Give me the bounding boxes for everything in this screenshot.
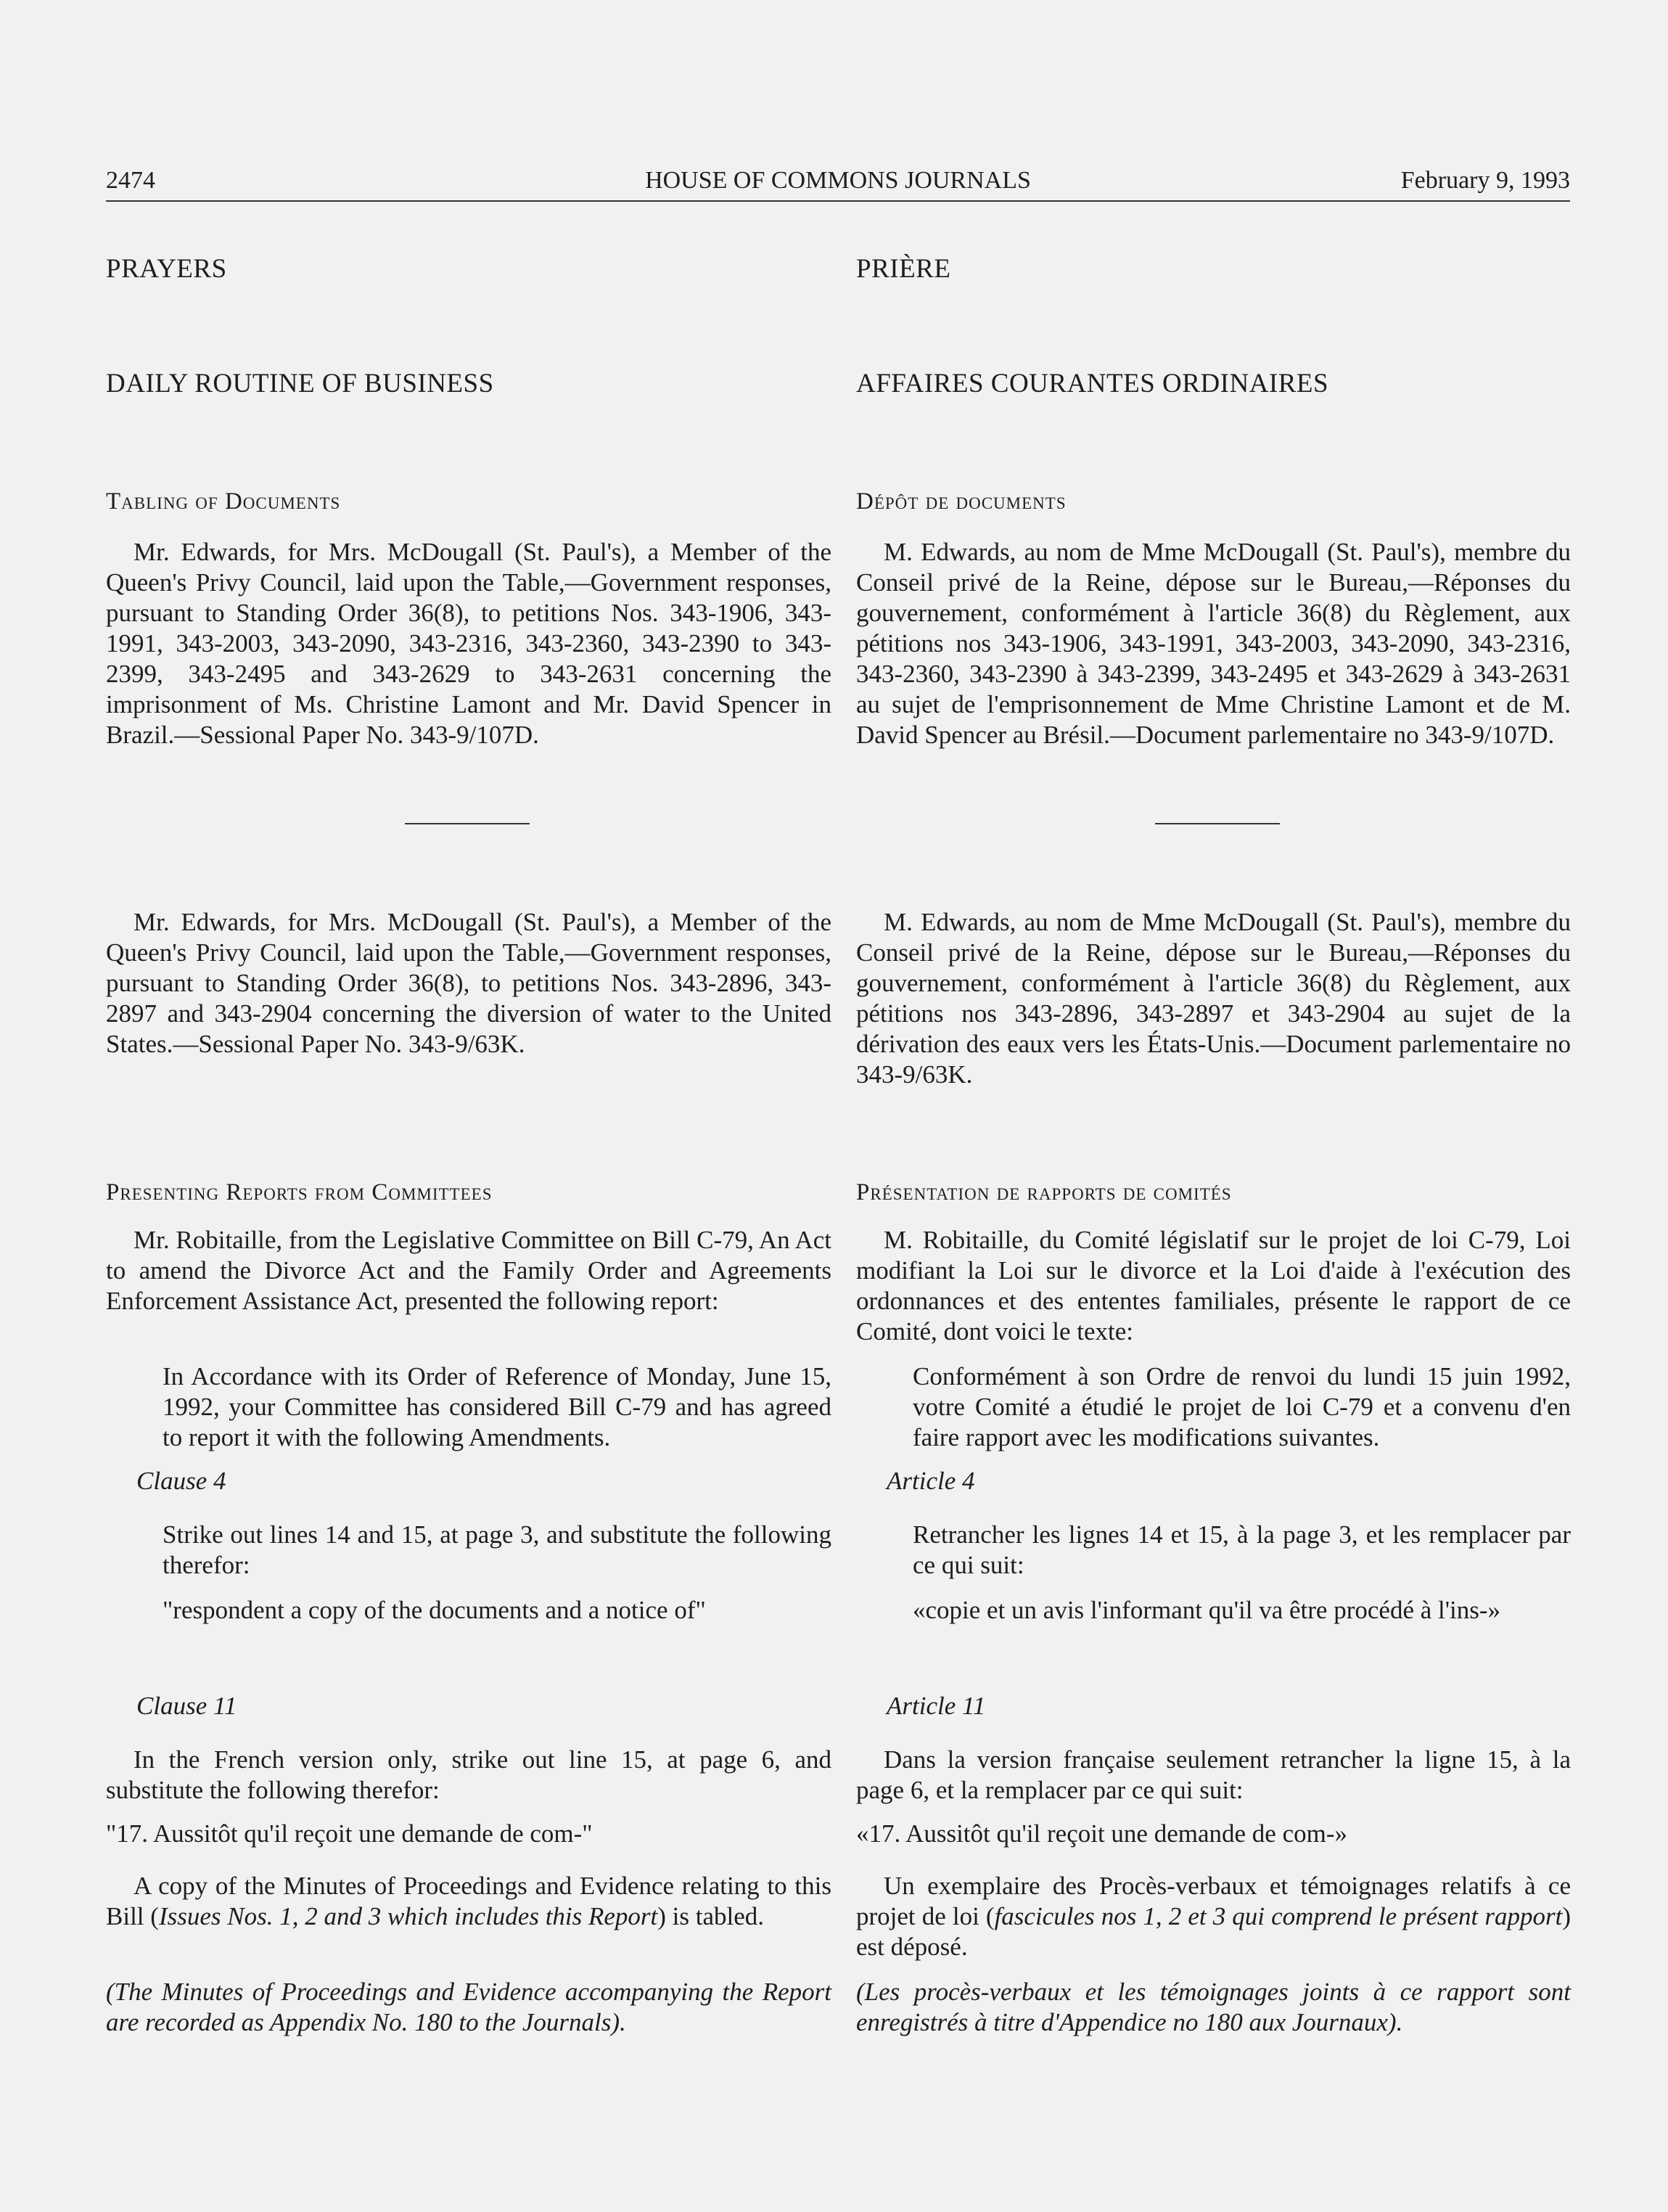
clause-4-text: Strike out lines 14 and 15, at page 3, and substitute the following therefor: [163, 1520, 831, 1579]
depot-documents-heading: Dépôt de documents [856, 488, 1067, 515]
article-4-heading: Article 4 [887, 1467, 975, 1495]
appendice-note: (Les procès-verbaux et les témoignages joints à ce rapport sont enregistrés à titre d'Appendice no 180 aux Journaux). [856, 1978, 1571, 2036]
journal-date: February 9, 1993 [1400, 167, 1570, 194]
report-intro: Mr. Robitaille, from the Legislative Committee on Bill C-79, An Act to amend the Divorce Act and the Family Order and Agreements Enforcement Assistance Act, presented the following report: [106, 1226, 831, 1315]
tabling-documents-heading: Tabling of Documents [106, 488, 341, 515]
tabling-paragraph-1: Mr. Edwards, for Mrs. McDougall (St. Paul's), a Member of the Queen's Privy Council, laid upon the Table,—Government responses, pursuant to Standing Order 36(8), to petitions Nos. 343-1906, 343-1991, 343-2003, 343-2090, 343-2316, 343-2360, 343-2390 to 343-2399, 343-2495 and 343-2629 to 343-2631 concerning the imprisonment of Ms. Christine Lamont and Mr. David Spencer in Brazil.—Sessional Paper No. 343-9/107D. [106, 538, 831, 749]
appendix-note: (The Minutes of Proceedings and Evidence accompanying the Report are recorded as Appendix No. 180 to the Journals). [106, 1978, 831, 2036]
section-divider-fr [1155, 823, 1280, 824]
section-divider [405, 823, 530, 824]
article-11-heading: Article 11 [887, 1692, 986, 1720]
minutes-text-a: A copy of the Minutes of Proceedings and Evidence relating to this Bill ( [106, 1872, 831, 1930]
priere-heading: PRIÈRE [856, 254, 951, 284]
daily-routine-heading: DAILY ROUTINE OF BUSINESS [106, 369, 494, 398]
page-number: 2474 [106, 167, 155, 194]
minutes-issues: Issues Nos. 1, 2 and 3 which includes this Report [158, 1902, 658, 1930]
minutes-text-c: ) is tabled. [657, 1902, 765, 1930]
exemplaire-fascicules: fascicules nos 1, 2 et 3 qui comprend le présent rapport [994, 1902, 1563, 1930]
clause-11-text: In the French version only, strike out line 15, at page 6, and substitute the following therefor: [106, 1745, 831, 1804]
affaires-courantes-heading: AFFAIRES COURANTES ORDINAIRES [856, 369, 1329, 398]
clause-11-heading: Clause 11 [136, 1692, 237, 1720]
article-11-quote: «17. Aussitôt qu'il reçoit une demande de com-» [856, 1819, 1347, 1848]
tabling-paragraph-2: Mr. Edwards, for Mrs. McDougall (St. Paul's), a Member of the Queen's Privy Council, laid upon the Table,—Government responses, pursuant to Standing Order 36(8), to petitions Nos. 343-2896, 343-2897 and 343-2904 concerning the diversion of water to the United States.—Sessional Paper No. 343-9/63K. [106, 908, 831, 1058]
exemplaire-text-a: Un exemplaire des Procès-verbaux et témoignages relatifs à ce projet de loi ( [856, 1872, 1571, 1930]
rapport-body: Conformément à son Ordre de renvoi du lundi 15 juin 1992, votre Comité a étudié le projet de loi C-79 et a convenu d'en faire rapport avec les modifications suivantes. [913, 1362, 1571, 1451]
presentation-rapports-heading: Présentation de rapports de comités [856, 1179, 1232, 1205]
depot-paragraph-1: M. Edwards, au nom de Mme McDougall (St. Paul's), membre du Conseil privé de la Reine, dépose sur le Bureau,—Réponses du gouvernement, conformément à l'article 36(8) du Règlement, aux pétitions nos 343-1906, 343-1991, 343-2003, 343-2090, 343-2316, 343-2360, 343-2390 à 343-2399, 343-2495 et 343-2629 à 343-2631 au sujet de l'emprisonnement de Mme Christine Lamont et de M. David Spencer au Brésil.—Document parlementaire no 343-9/107D. [856, 538, 1571, 749]
article-4-quote: «copie et un avis l'informant qu'il va être procédé à l'ins-» [913, 1596, 1501, 1624]
rapport-intro: M. Robitaille, du Comité législatif sur le projet de loi C-79, Loi modifiant la Loi sur le divorce et la Loi d'aide à l'exécution des ordonnances et des ententes familiales, présente le rapport de ce Comité, dont voici le texte: [856, 1226, 1571, 1345]
exemplaire-depose [856, 1871, 1571, 1962]
article-4-text: Retrancher les lignes 14 et 15, à la page 3, et les remplacer par ce qui suit: [913, 1520, 1571, 1579]
prayers-heading: PRAYERS [106, 254, 227, 284]
depot-paragraph-2: M. Edwards, au nom de Mme McDougall (St. Paul's), membre du Conseil privé de la Reine, dépose sur le Bureau,—Réponses du gouvernement, conformément à l'article 36(8) du Règlement, aux pétitions nos 343-2896, 343-2897 et 343-2904 au sujet de la dérivation des eaux vers les États-Unis.—Document parlementaire no 343-9/63K. [856, 908, 1571, 1089]
presenting-reports-heading: Presenting Reports from Committees [106, 1179, 493, 1205]
report-body: In Accordance with its Order of Reference of Monday, June 15, 1992, your Committee has considered Bill C-79 and has agreed to report it with the following Amendments. [163, 1362, 831, 1451]
exemplaire-text-c: ) est déposé. [856, 1902, 1572, 1961]
page-header [106, 164, 1570, 202]
clause-11-quote: "17. Aussitôt qu'il reçoit une demande de com-" [106, 1819, 593, 1848]
journal-title: HOUSE OF COMMONS JOURNALS [645, 167, 1031, 194]
minutes-tabled [106, 1871, 831, 1932]
clause-4-heading: Clause 4 [136, 1467, 226, 1495]
article-11-text: Dans la version française seulement retrancher la ligne 15, à la page 6, et la remplacer par ce qui suit: [856, 1745, 1571, 1804]
clause-4-quote: "respondent a copy of the documents and a notice of" [163, 1596, 706, 1624]
